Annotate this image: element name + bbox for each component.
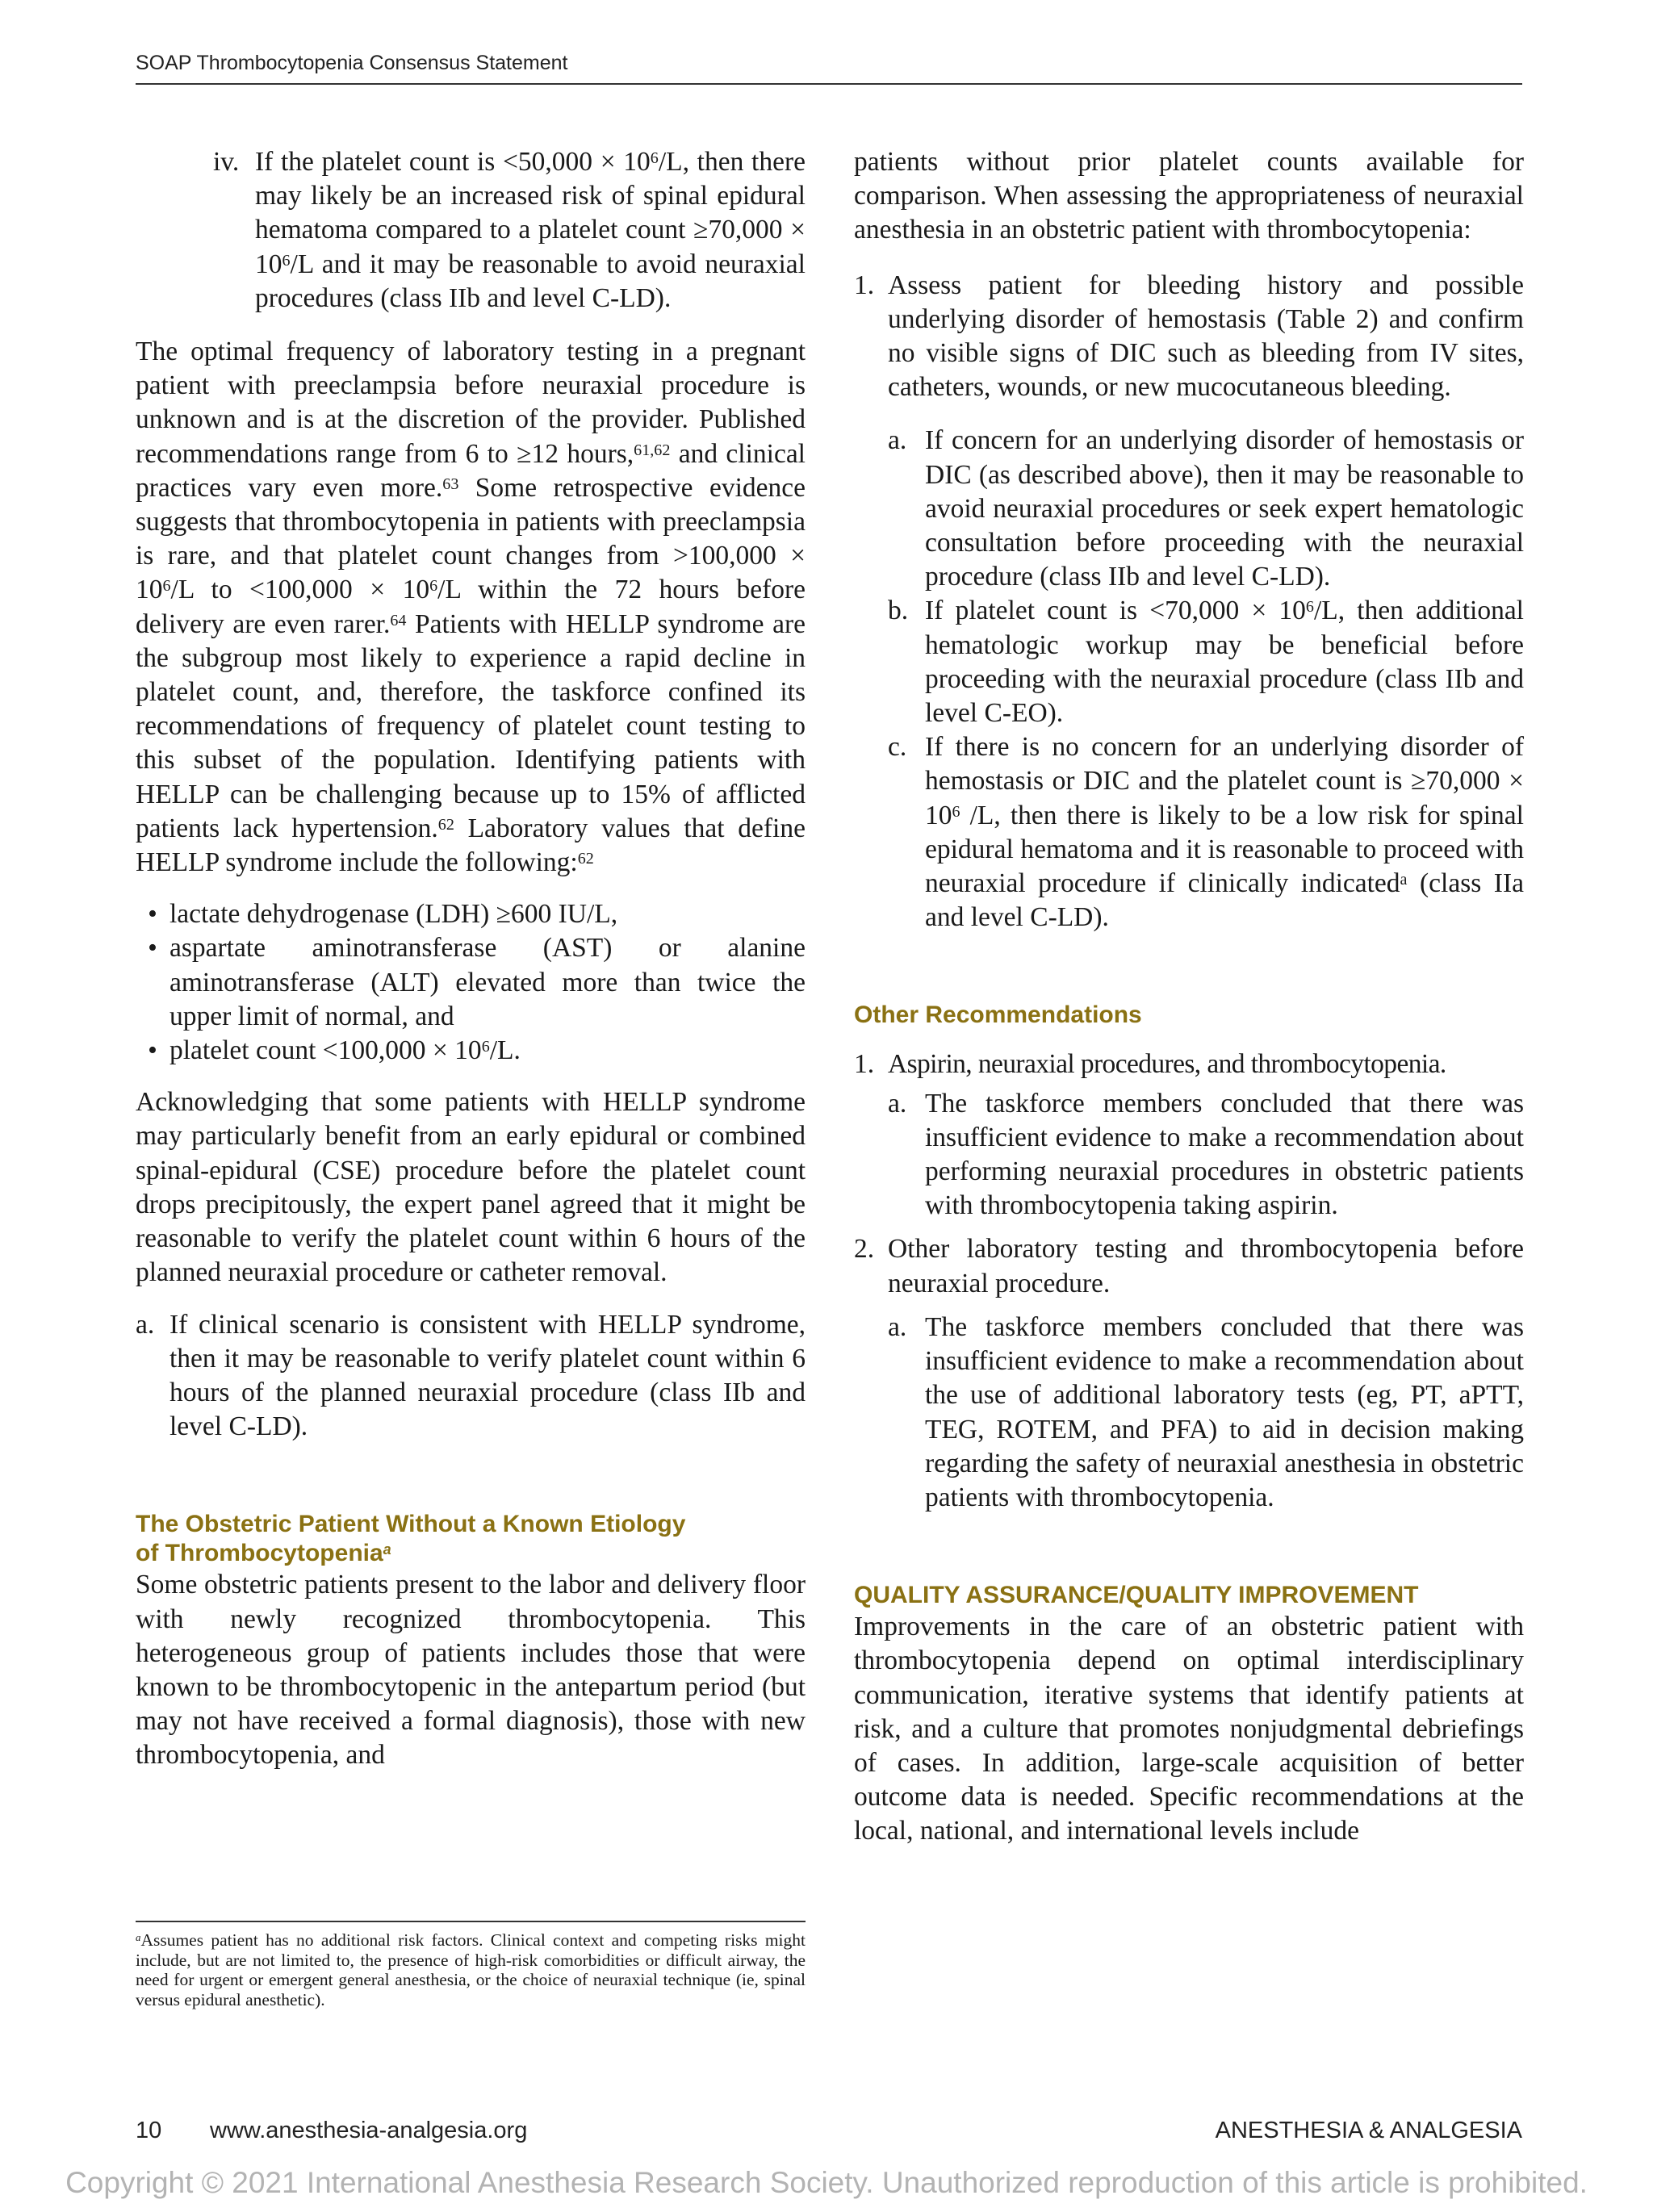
list-item: • platelet count $<100,000 \times 10^6/L$. <box>136 1034 806 1068</box>
header-rule <box>136 83 1522 85</box>
running-title: SOAP Thrombocytopenia Consensus Statement <box>136 52 568 74</box>
list-item-1: 1. Assess patient for bleeding history and possible underlying disorder of hemostasis (Table 2) and confirm no visible signs of DIC such as bleeding from IV sites, catheters, wounds, or new mucocutaneous bleeding. <box>854 269 1524 405</box>
list-item-other-1a: a. The taskforce members concluded that there was insufficient evidence to make a recommendation about performing neuraxial procedures in obstetric patients with thrombocytopenia taking aspirin. <box>888 1087 1524 1223</box>
paragraph-laboratory-frequency: The optimal frequency of laboratory testing in a pregnant patient with preeclampsia before neuraxial procedure is unknown and is at the discretion of the provider. Published recommendations range from 6 to ≥12 hours,$^{61,62}$ and clinical practices vary even more.$^{63}$ Some retrospective evidence suggests that thrombocytopenia in patients with preeclampsia is rare, and that platelet count changes from $>100,000 \times 10^6/L$ to $<100,000 \times 10^6/L$ within the 72 hours before delivery are even rarer.$^{64}$ Patients with HELLP syndrome are the subgroup most likely to experience a rapid decline in platelet count, and, therefore, the taskforce confined its recommendations of frequency of platelet count testing to this subset of the population. Identifying patients with HELLP can be challenging because up to 15% of afflicted patients lack hypertension.$^{62}$ Laboratory values that define HELLP syndrome include the following:$^{62}$ <box>136 337 806 878</box>
list-item-1c: c. If there is no concern for an underlying disorder of hemostasis or DIC and the platelet count is $\ge 70,000 \times 10^6$ /L, then there is likely to be a low risk for spinal epidural hematoma and it is reasonable to proceed with neuraxial procedure if clinically indicated$^a$ (class IIa and level C-LD). <box>888 730 1524 935</box>
paragraph-assessment-intro: patients without prior platelet counts available for comparison. When assessing the appropriateness of neuraxial anesthesia in an obstetric patient with thrombocytopenia: <box>854 147 1524 245</box>
website-link[interactable]: www.anesthesia-analgesia.org <box>210 2118 528 2143</box>
list-item-iv <box>213 145 806 316</box>
section-heading-other-recommendations: Other Recommendations <box>854 1001 1142 1029</box>
section-heading-unknown-etiology: The Obstetric Patient Without a Known Etiology of Thrombocytopenia$^a$ <box>136 1511 686 1567</box>
list-marker: c. <box>888 732 907 763</box>
list-marker: 2. <box>854 1234 875 1265</box>
list-item-other-1: 1. Aspirin, neuraxial procedures, and thrombocytopenia. <box>854 1047 1524 1081</box>
paragraph-unknown-etiology: Some obstetric patients present to the labor and delivery floor with newly recognized thrombocytopenia. This heterogeneous group of patients includes those that were known to be thrombocytopenic in the antepartum period (but may not have received a formal diagnosis), those with new thrombocytopenia, and <box>136 1570 806 1771</box>
list-marker: b. <box>888 596 909 626</box>
bullet-marker: • <box>148 899 157 930</box>
bullet-marker: • <box>148 933 157 964</box>
list-marker: a. <box>136 1309 155 1340</box>
bullet-marker: • <box>148 1035 157 1066</box>
footnote-rule <box>136 1921 806 1922</box>
footnote: $^a$Assumes patient has no additional risk factors. Clinical context and competing risks might include, but are not limited to, the presence of high-risk comorbidities or difficult airway, the need for urgent or emergent general anesthesia, or the choice of neuraxial technique (ie, spinal versus epidural anesthetic). <box>136 1930 806 2009</box>
right-column <box>854 145 1524 1849</box>
hellp-criteria-list <box>136 897 806 1068</box>
paragraph-hellp-verification: Acknowledging that some patients with HELLP syndrome may particularly benefit from an early epidural or combined spinal-epidural (CSE) procedure before the platelet count drops precipitously, the expert panel agreed that it might be reasonable to verify the platelet count within 6 hours of the planned neuraxial procedure or catheter removal. <box>136 1087 806 1288</box>
copyright-notice: Copyright © 2021 International Anesthesia Research Society. Unauthorized reproduction of this article is prohibited. <box>65 2166 1588 2199</box>
list-item-text: If the platelet count is $<50,000 \times 10^6/L$, then there may likely be an increased risk of spinal epidural hematoma compared to a platelet count $\ge 70,000 \times 10^6/L$ and it may be reasonable to avoid neuraxial procedures (class IIb and level C-LD). <box>255 147 806 313</box>
list-marker: 1. <box>854 1049 875 1080</box>
list-item-1b: b. If platelet count is $<70,000 \times 10^6/L$, then additional hematologic workup may be beneficial before proceeding with the neuraxial procedure (class IIb and level C-EO). <box>888 594 1524 730</box>
list-marker: a. <box>888 1311 907 1342</box>
page-number: 10 <box>136 2118 162 2143</box>
list-marker: iv. <box>213 147 240 177</box>
list-item: • aspartate aminotransferase (AST) or alanine aminotransferase (ALT) elevated more than twice the upper limit of normal, and <box>136 931 806 1034</box>
list-marker: 1. <box>854 270 875 300</box>
section-heading-quality: QUALITY ASSURANCE/QUALITY IMPROVEMENT <box>854 1582 1419 1609</box>
list-item-a: a. If clinical scenario is consistent with HELLP syndrome, then it may be reasonable to verify platelet count within 6 hours of the planned neuraxial procedure (class IIb and level C-LD). <box>136 1308 806 1445</box>
list-item-other-2a: a. The taskforce members concluded that there was insufficient evidence to make a recommendation about the use of additional laboratory tests (eg, PT, aPTT, TEG, ROTEM, and PFA) to aid in decision making regarding the safety of neuraxial anesthesia in obstetric patients with thrombocytopenia. <box>888 1311 1524 1515</box>
paragraph-quality: Improvements in the care of an obstetric patient with thrombocytopenia depend on optimal interdisciplinary communication, iterative systems that identify patients at risk, and a culture that promotes nonjudgmental debriefings of cases. In addition, large-scale acquisition of better outcome data is needed. Specific recommendations at the local, national, and international levels include <box>854 1612 1524 1846</box>
list-item-other-2: 2. Other laboratory testing and thrombocytopenia before neuraxial procedure. <box>854 1232 1524 1300</box>
list-marker: a. <box>888 1088 907 1119</box>
left-column <box>136 145 806 1773</box>
journal-name: ANESTHESIA & ANALGESIA <box>1215 2118 1522 2143</box>
list-marker: a. <box>888 425 907 456</box>
list-item-1a: a. If concern for an underlying disorder of hemostasis or DIC (as described above), then it may be reasonable to avoid neuraxial procedures or seek expert hematologic consultation before proceeding with the neuraxial procedure (class IIb and level C-LD). <box>888 424 1524 594</box>
list-item: • lactate dehydrogenase (LDH) ≥600 IU/L, <box>136 897 806 931</box>
